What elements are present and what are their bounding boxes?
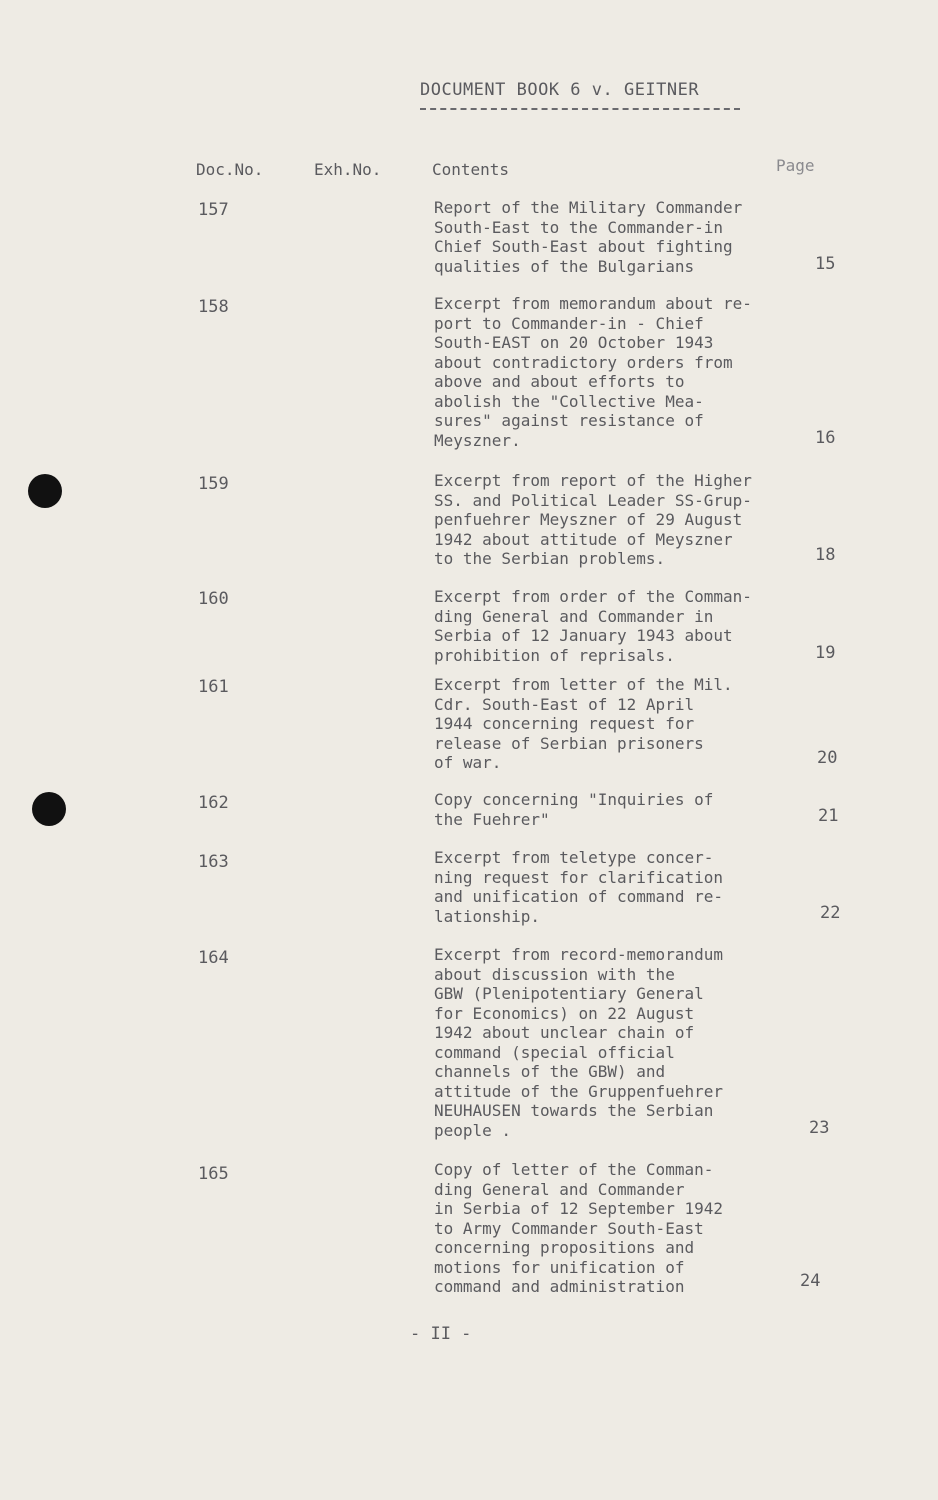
header-doc-no: Doc.No. — [196, 160, 264, 179]
entry-page: 19 — [815, 643, 836, 663]
punch-hole-bottom — [32, 792, 66, 826]
punch-hole-top — [28, 474, 62, 508]
entry-page: 21 — [818, 806, 839, 826]
entry-contents: Excerpt from teletype concer- ning request for clarification and unification of command re- lationship. — [434, 848, 723, 926]
entry-page: 15 — [815, 254, 836, 274]
entry-doc-no: 165 — [198, 1164, 229, 1184]
entry-doc-no: 158 — [198, 297, 229, 317]
header-page: Page — [776, 156, 815, 175]
entry-doc-no: 161 — [198, 677, 229, 697]
entry-page: 22 — [820, 903, 841, 923]
entry-page: 24 — [800, 1271, 821, 1291]
page-footer: - II - — [410, 1324, 472, 1344]
entry-contents: Copy of letter of the Comman- ding General and Commander in Serbia of 12 September 1942 to Army Commander South-East concerning propositions and motions for unification of command and administration — [434, 1160, 723, 1296]
entry-doc-no: 157 — [198, 200, 229, 220]
title-underline — [420, 108, 740, 110]
header-contents: Contents — [432, 160, 510, 179]
entry-contents: Report of the Military Commander South-East to the Commander-in Chief South-East about fighting qualities of the Bulgarians — [434, 198, 743, 276]
entry-page: 16 — [815, 428, 836, 448]
entry-contents: Excerpt from letter of the Mil. Cdr. South-East of 12 April 1944 concerning request for release of Serbian prisoners of war. — [434, 675, 733, 772]
entry-contents: Excerpt from memorandum about re- port to Commander-in - Chief South-EAST on 20 October 1943 about contradictory orders from above and about efforts to abolish the "Collective Mea- sures" against resistance of Meyszner. — [434, 294, 752, 450]
entry-contents: Excerpt from report of the Higher SS. and Political Leader SS-Grup- penfuehrer Meyszner of 29 August 1942 about attitude of Meyszner to the Serbian problems. — [434, 471, 752, 568]
header-exh-no: Exh.No. — [314, 160, 382, 179]
entry-doc-no: 160 — [198, 589, 229, 609]
page-title: DOCUMENT BOOK 6 v. GEITNER — [420, 80, 700, 100]
entry-doc-no: 162 — [198, 793, 229, 813]
entry-page: 20 — [817, 748, 838, 768]
entry-doc-no: 159 — [198, 474, 229, 494]
entry-contents: Copy concerning "Inquiries of the Fuehrer" — [434, 790, 714, 829]
entry-page: 23 — [809, 1118, 830, 1138]
entry-doc-no: 163 — [198, 852, 229, 872]
entry-page: 18 — [815, 545, 836, 565]
entry-contents: Excerpt from record-memorandum about discussion with the GBW (Plenipotentiary General for Economics) on 22 August 1942 about unclear chain of command (special official channels of the GBW) and attitude of the Gruppenfuehrer NEUHAUSEN towards the Serbian people . — [434, 945, 723, 1140]
entry-doc-no: 164 — [198, 948, 229, 968]
entry-contents: Excerpt from order of the Comman- ding General and Commander in Serbia of 12 January 1943 about prohibition of reprisals. — [434, 587, 752, 665]
